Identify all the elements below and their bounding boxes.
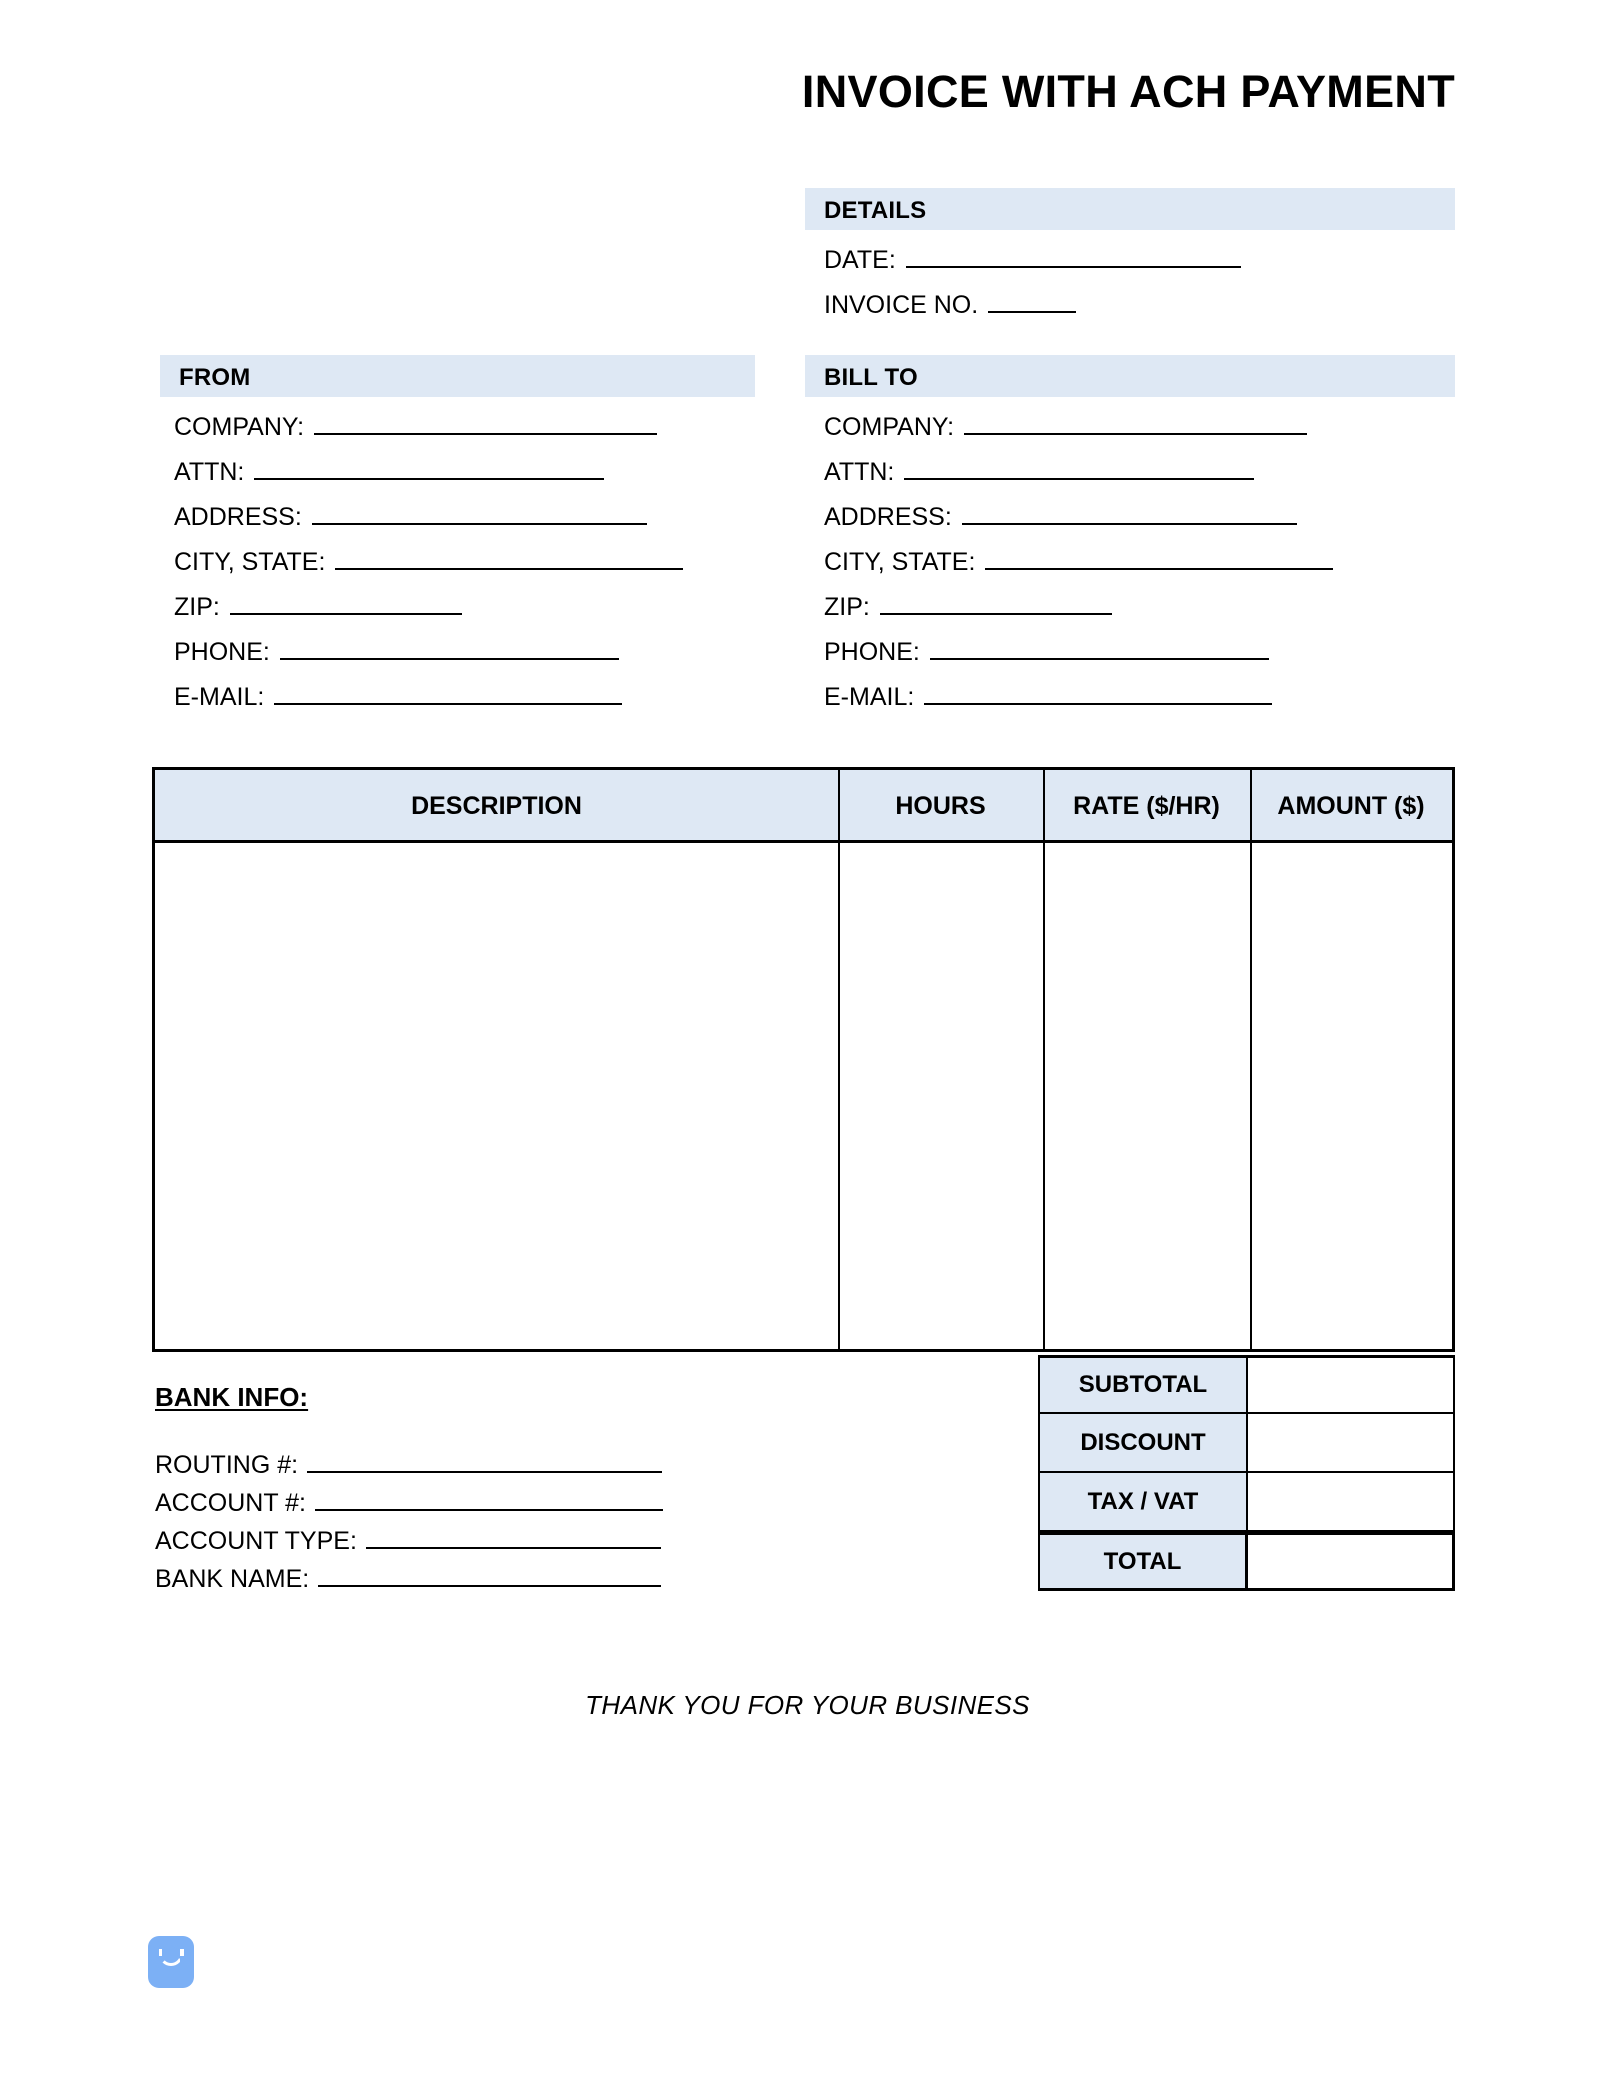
column-header-hours: HOURS (895, 792, 986, 820)
from-field-city-state-label: CITY, STATE: (174, 548, 326, 576)
from-field-email-input[interactable] (274, 680, 622, 705)
details-heading: DETAILS (824, 197, 927, 224)
from-field-address (174, 500, 647, 530)
details-field-invoice-no-input[interactable] (988, 288, 1076, 313)
totals-value-subtotal[interactable] (1248, 1355, 1455, 1414)
bank-field-bank-name-label: BANK NAME: (155, 1565, 310, 1593)
column-header-amount: AMOUNT ($) (1277, 792, 1425, 820)
from-field-city-state (174, 545, 683, 575)
bill-to-field-phone-label: PHONE: (824, 638, 920, 666)
bill-to-heading: BILL TO (824, 364, 918, 391)
details-field-date-label: DATE: (824, 246, 896, 274)
details-field-invoice-no (824, 288, 1076, 318)
bank-field-routing-label: ROUTING #: (155, 1451, 299, 1479)
details-field-date (824, 243, 1241, 273)
from-section-header (160, 355, 755, 397)
from-field-email (174, 680, 622, 710)
bank-field-routing (155, 1448, 662, 1478)
bill-to-field-email (824, 680, 1272, 710)
totals-value-total[interactable] (1248, 1532, 1455, 1591)
column-header-rate: RATE ($/HR) (1073, 792, 1220, 820)
bank-info-heading: BANK INFO: (155, 1382, 309, 1412)
from-field-city-state-input[interactable] (335, 545, 683, 570)
bank-field-account-number-label: ACCOUNT #: (155, 1489, 306, 1517)
page-title: INVOICE WITH ACH PAYMENT (801, 66, 1455, 117)
from-field-phone (174, 635, 619, 665)
from-field-address-label: ADDRESS: (174, 503, 302, 531)
bank-field-account-type-input[interactable] (366, 1524, 661, 1549)
totals-label-subtotal: SUBTOTAL (1040, 1355, 1248, 1414)
bill-to-field-attn (824, 455, 1254, 485)
details-field-invoice-no-label: INVOICE NO. (824, 291, 979, 319)
from-field-company-label: COMPANY: (174, 413, 305, 441)
bank-field-account-type (155, 1524, 661, 1554)
from-field-zip (174, 590, 462, 620)
totals-row-total (1040, 1532, 1455, 1591)
totals-row-subtotal (1040, 1355, 1455, 1414)
bill-to-field-company-input[interactable] (964, 410, 1307, 435)
totals-label-tax-vat: TAX / VAT (1040, 1473, 1248, 1532)
from-heading: FROM (179, 364, 251, 391)
bill-to-field-city-state-label: CITY, STATE: (824, 548, 976, 576)
bill-to-field-zip-label: ZIP: (824, 593, 870, 621)
totals-row-tax-vat (1040, 1473, 1455, 1532)
from-field-company-input[interactable] (314, 410, 657, 435)
bill-to-field-city-state (824, 545, 1333, 575)
smile-arc-icon (159, 1953, 183, 1966)
totals-label-discount: DISCOUNT (1040, 1414, 1248, 1473)
bill-to-field-address-label: ADDRESS: (824, 503, 952, 531)
bill-to-field-zip (824, 590, 1112, 620)
from-field-attn-input[interactable] (254, 455, 604, 480)
bill-to-field-company (824, 410, 1307, 440)
from-field-attn (174, 455, 604, 485)
bill-to-field-address (824, 500, 1297, 530)
bank-field-account-number (155, 1486, 663, 1516)
column-header-description: DESCRIPTION (411, 792, 582, 820)
bill-to-field-email-input[interactable] (924, 680, 1272, 705)
thank-you-note: THANK YOU FOR YOUR BUSINESS (585, 1690, 1030, 1720)
details-section-header (805, 188, 1455, 230)
line-items-table (152, 767, 1455, 1352)
bill-to-field-phone (824, 635, 1269, 665)
totals-value-discount[interactable] (1248, 1414, 1455, 1473)
from-field-phone-input[interactable] (280, 635, 619, 660)
bill-to-field-attn-input[interactable] (904, 455, 1254, 480)
line-items-body[interactable] (155, 843, 1452, 1349)
totals-label-total: TOTAL (1040, 1532, 1248, 1591)
bill-to-field-zip-input[interactable] (880, 590, 1112, 615)
from-field-phone-label: PHONE: (174, 638, 270, 666)
bill-to-field-city-state-input[interactable] (985, 545, 1333, 570)
details-field-date-input[interactable] (906, 243, 1241, 268)
totals-row-discount (1040, 1414, 1455, 1473)
bill-to-section-header (805, 355, 1455, 397)
from-field-address-input[interactable] (312, 500, 647, 525)
from-field-zip-input[interactable] (230, 590, 462, 615)
totals-block (1038, 1355, 1455, 1591)
bank-field-bank-name (155, 1562, 661, 1592)
from-field-email-label: E-MAIL: (174, 683, 265, 711)
bank-field-account-number-input[interactable] (315, 1486, 663, 1511)
bill-to-field-phone-input[interactable] (930, 635, 1269, 660)
bank-field-account-type-label: ACCOUNT TYPE: (155, 1527, 357, 1555)
smiley-bag-logo-icon (148, 1936, 194, 1988)
bank-field-bank-name-input[interactable] (318, 1562, 661, 1587)
from-field-attn-label: ATTN: (174, 458, 245, 486)
bill-to-field-address-input[interactable] (962, 500, 1297, 525)
bill-to-field-company-label: COMPANY: (824, 413, 955, 441)
bill-to-field-attn-label: ATTN: (824, 458, 895, 486)
from-field-company (174, 410, 657, 440)
bill-to-field-email-label: E-MAIL: (824, 683, 915, 711)
bank-field-routing-input[interactable] (307, 1448, 662, 1473)
totals-value-tax-vat[interactable] (1248, 1473, 1455, 1532)
from-field-zip-label: ZIP: (174, 593, 220, 621)
